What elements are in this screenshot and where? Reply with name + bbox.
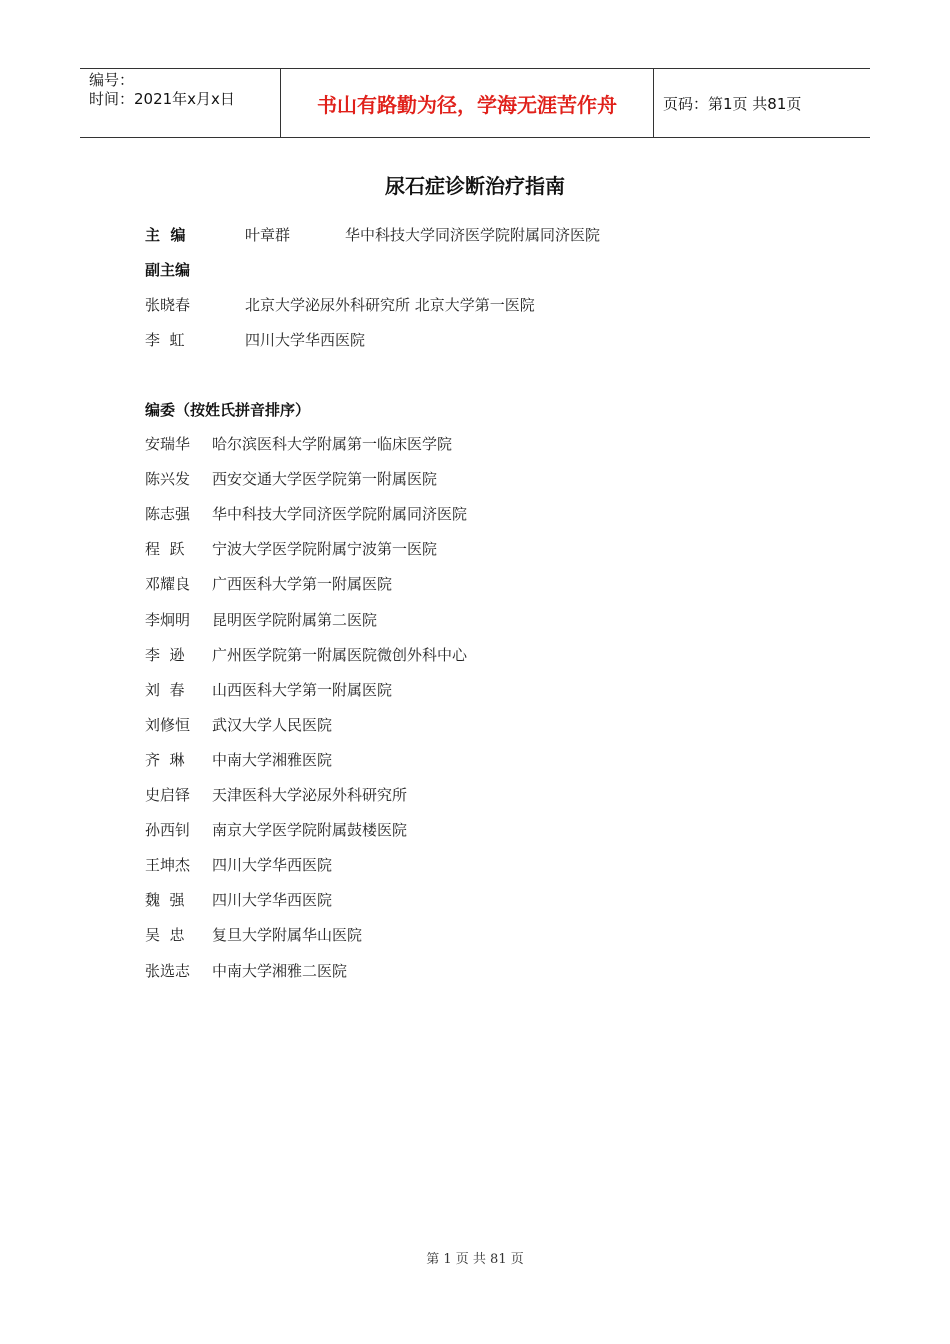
deputy-name: 李 虹 [145, 331, 185, 349]
member-row [145, 785, 408, 805]
chief-editor-affiliation: 华中科技大学同济医学院附属同济医院 [345, 226, 601, 244]
member-affiliation: 中南大学湘雅二医院 [212, 961, 348, 980]
header-page-info: 页码：第1页 共81页 [663, 94, 802, 113]
chief-editor-name: 叶章群 [245, 226, 291, 244]
page-footer: 第 1 页 共 81 页 [426, 1252, 524, 1267]
member-row [145, 469, 438, 489]
deputy-name: 张晓春 [145, 296, 191, 314]
member-affiliation: 西安交通大学医学院第一附属医院 [212, 470, 438, 489]
member-name: 李炯明 [145, 610, 191, 629]
member-row [145, 890, 333, 910]
member-name: 邓耀良 [145, 575, 191, 594]
deputy-row [145, 330, 366, 350]
member-name: 安瑞华 [145, 435, 191, 453]
chief-editor-row [145, 225, 601, 245]
member-affiliation: 华中科技大学同济医学院附属同济医院 [212, 505, 468, 524]
member-affiliation: 中南大学湘雅医院 [212, 750, 333, 769]
member-row [145, 961, 348, 981]
committee-heading: 编委（按姓氏拼音排序） [145, 401, 311, 419]
member-affiliation: 南京大学医学院附属鼓楼医院 [212, 821, 408, 840]
member-affiliation: 哈尔滨医科大学附属第一临床医学院 [212, 435, 453, 453]
member-name: 刘 春 [145, 680, 185, 699]
member-affiliation: 广西医科大学第一附属医院 [212, 575, 393, 594]
member-row [145, 680, 393, 700]
member-name: 李 逊 [145, 645, 185, 664]
date-label: 时间：2021年x月x日 [89, 90, 235, 108]
member-row [145, 820, 408, 840]
member-row [145, 574, 393, 594]
member-affiliation: 四川大学华西医院 [212, 856, 333, 875]
document-title: 尿石症诊断治疗指南 [385, 174, 565, 198]
member-affiliation: 宁波大学医学院附属宁波第一医院 [212, 540, 438, 559]
header-motto: 书山有路勤为径，学海无涯苦作舟 [281, 69, 654, 137]
member-row [145, 925, 363, 945]
header-meta [80, 69, 281, 137]
member-name: 程 跃 [145, 540, 185, 559]
member-affiliation: 昆明医学院附属第二医院 [212, 610, 378, 629]
deputy-affiliation: 四川大学华西医院 [245, 331, 366, 349]
member-name: 陈兴发 [145, 470, 191, 489]
number-label: 编号： [89, 71, 135, 89]
member-affiliation: 广州医学院第一附属医院微创外科中心 [212, 645, 468, 664]
member-affiliation: 四川大学华西医院 [212, 891, 333, 910]
member-name: 孙西钊 [145, 821, 191, 840]
member-row [145, 610, 378, 630]
member-name: 史启铎 [145, 786, 191, 804]
member-name: 陈志强 [145, 505, 191, 524]
deputy-row [145, 295, 535, 315]
member-affiliation: 山西医科大学第一附属医院 [212, 680, 393, 699]
member-affiliation: 天津医科大学泌尿外科研究所 [212, 786, 408, 804]
member-name: 魏 强 [145, 891, 185, 910]
member-name: 吴 忠 [145, 926, 185, 945]
member-name: 刘修恒 [145, 715, 191, 734]
member-name: 王坤杰 [145, 856, 191, 875]
member-affiliation: 复旦大学附属华山医院 [212, 926, 363, 945]
member-row [145, 645, 468, 665]
member-row [145, 715, 333, 735]
member-row [145, 434, 453, 454]
deputy-heading: 副主编 [145, 261, 191, 279]
deputy-affiliation: 北京大学泌尿外科研究所 北京大学第一医院 [245, 296, 535, 314]
document-header [80, 68, 870, 138]
member-name: 张选志 [145, 961, 191, 980]
member-row [145, 855, 333, 875]
member-row [145, 539, 438, 559]
member-row [145, 750, 333, 770]
chief-editor-role: 主 编 [145, 226, 186, 244]
member-affiliation: 武汉大学人民医院 [212, 715, 333, 734]
member-row [145, 504, 468, 524]
member-name: 齐 琳 [145, 750, 185, 769]
